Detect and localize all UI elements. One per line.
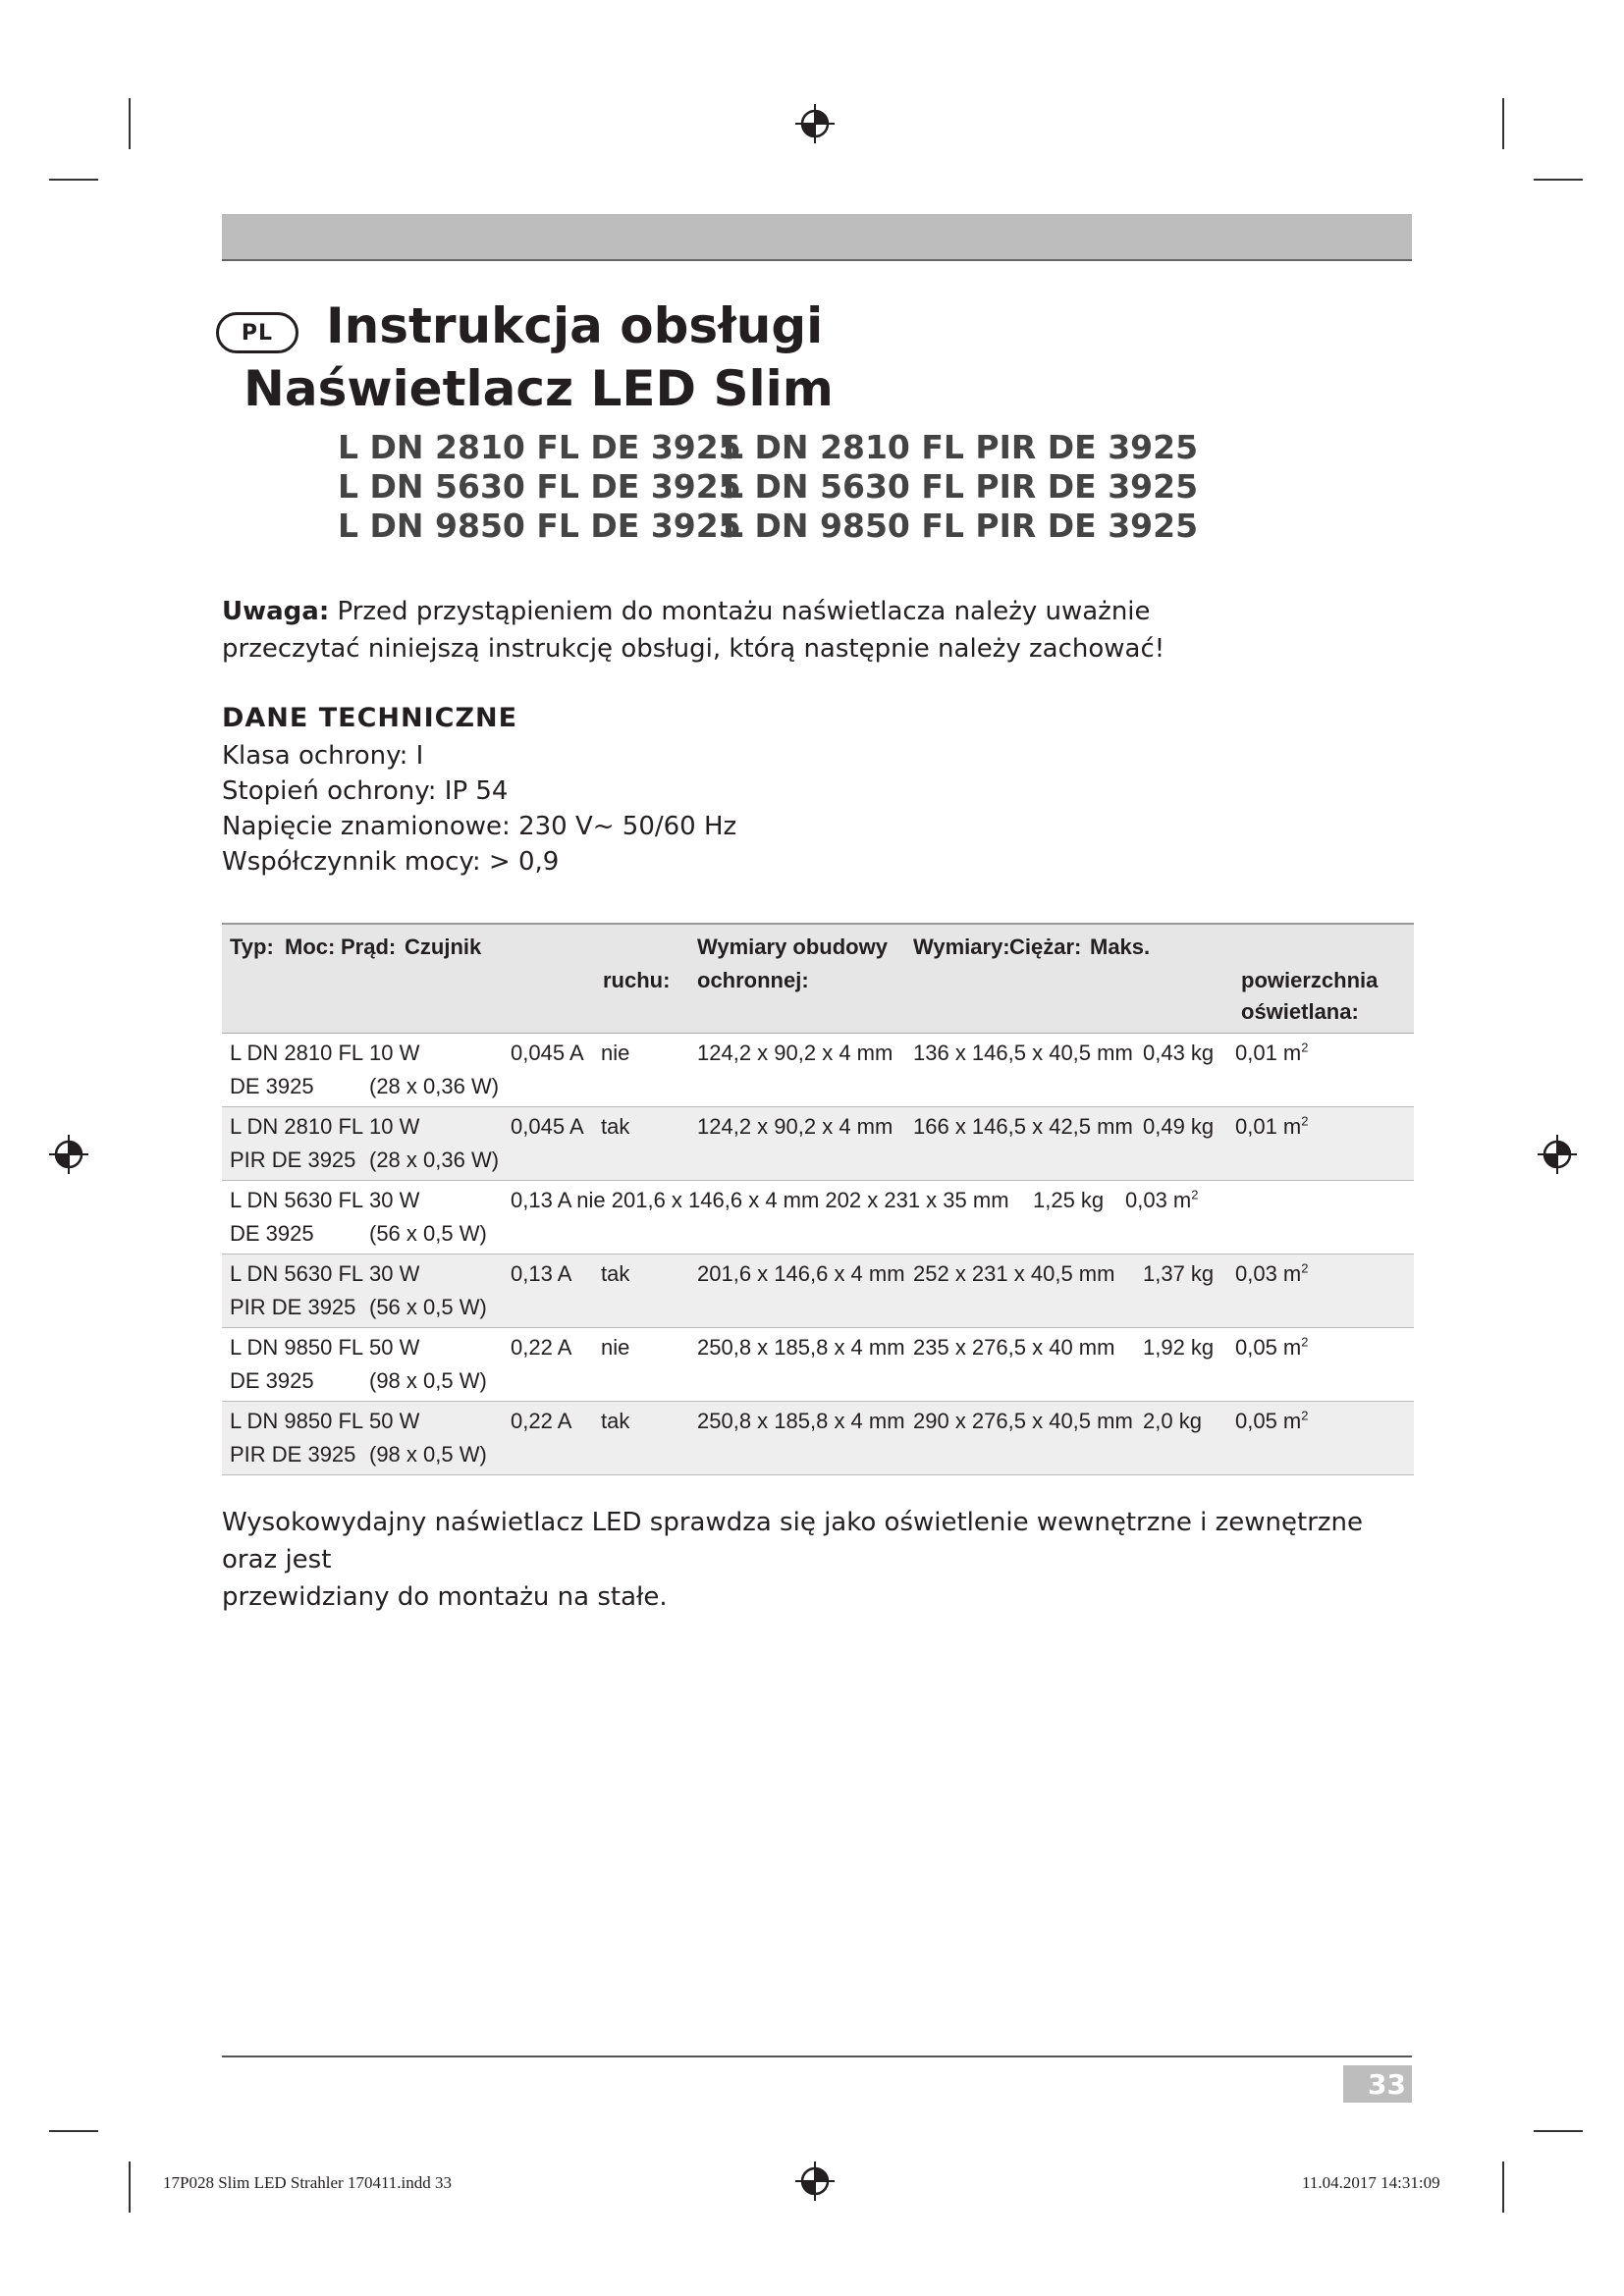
cell-current: 0,045 A bbox=[511, 1041, 584, 1065]
cell-type: L DN 5630 FL bbox=[230, 1188, 364, 1212]
crop-mark bbox=[49, 179, 98, 181]
table-header bbox=[222, 923, 1414, 1034]
cell-area: 0,05 $m^2$ bbox=[1235, 1408, 1309, 1433]
cell-sensor: nie bbox=[601, 1041, 630, 1065]
cell-power: (56 x 0,5 W) bbox=[369, 1295, 487, 1319]
page-title: Instrukcja obsługi bbox=[326, 297, 824, 354]
language-badge: PL bbox=[216, 312, 298, 353]
model-name: L DN 2810 FL DE 3925 bbox=[338, 428, 741, 466]
cell-sensor: tak bbox=[601, 1409, 630, 1433]
spec-table bbox=[222, 923, 1414, 1475]
table-row bbox=[222, 1181, 1414, 1255]
spec-line: Napięcie znamionowe: 230 V~ 50/60 Hz bbox=[222, 812, 737, 841]
cell-area: 0,01 $m^2$ bbox=[1235, 1113, 1309, 1139]
cell-power: 50 W bbox=[369, 1335, 420, 1360]
registration-mark-icon bbox=[793, 2160, 837, 2203]
cell-power: 30 W bbox=[369, 1188, 420, 1212]
cell-housing: 124,2 x 90,2 x 4 mm bbox=[697, 1041, 893, 1065]
cell-type: DE 3925 bbox=[230, 1368, 314, 1393]
model-name: L DN 9850 FL PIR DE 3925 bbox=[723, 507, 1199, 545]
footer-filename: 17P028 Slim LED Strahler 170411.indd 33 bbox=[163, 2173, 453, 2192]
crop-mark bbox=[129, 98, 131, 149]
cell-current: 0,045 A bbox=[511, 1114, 584, 1139]
cell-power: (56 x 0,5 W) bbox=[369, 1221, 487, 1246]
cell-power: (98 x 0,5 W) bbox=[369, 1442, 487, 1467]
col-header: Czujnik bbox=[405, 934, 482, 959]
cell-power: (98 x 0,5 W) bbox=[369, 1368, 487, 1393]
cell-weight: 1,92 kg bbox=[1143, 1335, 1215, 1360]
col-header: Ciężar: bbox=[1009, 934, 1082, 959]
cell-sensor: nie bbox=[601, 1335, 630, 1360]
crop-mark bbox=[129, 2162, 131, 2213]
cell-type: L DN 2810 FL bbox=[230, 1041, 364, 1065]
cell-housing: 250,8 x 185,8 x 4 mm bbox=[697, 1409, 905, 1433]
cell-housing: 250,8 x 185,8 x 4 mm bbox=[697, 1335, 905, 1360]
model-list bbox=[338, 428, 1221, 546]
crop-mark bbox=[1502, 98, 1504, 149]
model-name: L DN 5630 FL DE 3925 bbox=[338, 467, 741, 506]
cell-type: PIR DE 3925 bbox=[230, 1442, 356, 1467]
cell-power: (28 x 0,36 W) bbox=[369, 1148, 500, 1172]
col-header: Maks. bbox=[1090, 934, 1151, 959]
spec-line: Klasa ochrony: I bbox=[222, 741, 424, 771]
model-name: L DN 2810 FL PIR DE 3925 bbox=[723, 428, 1199, 466]
notice-text: przeczytać niniejszą instrukcję obsługi, którą następnie należy zachować! bbox=[222, 634, 1165, 664]
cell-weight: 2,0 kg bbox=[1143, 1409, 1202, 1433]
cell-type: L DN 2810 FL bbox=[230, 1114, 364, 1139]
registration-mark-icon bbox=[47, 1133, 90, 1176]
cell-weight: 1,37 kg bbox=[1143, 1261, 1215, 1286]
cell-weight: 1,25 kg bbox=[1033, 1188, 1105, 1212]
cell-sensor: tak bbox=[601, 1114, 630, 1139]
cell-type: PIR DE 3925 bbox=[230, 1148, 356, 1172]
cell-area: 0,05 $m^2$ bbox=[1235, 1334, 1309, 1360]
page-number: 33 bbox=[1343, 2065, 1412, 2103]
model-row bbox=[338, 428, 1221, 467]
col-header: oświetlana: bbox=[1241, 999, 1359, 1024]
model-row bbox=[338, 507, 1221, 546]
col-header: Typ: bbox=[230, 934, 274, 959]
crop-mark bbox=[49, 2130, 98, 2132]
cell-type: L DN 9850 FL bbox=[230, 1409, 364, 1433]
spec-line: Stopień ochrony: IP 54 bbox=[222, 776, 509, 806]
cell-area: 0,01 $m^2$ bbox=[1235, 1040, 1309, 1065]
cell-type: L DN 5630 FL bbox=[230, 1261, 364, 1286]
col-header: ochronnej: bbox=[697, 968, 809, 992]
table-row bbox=[222, 1255, 1414, 1328]
registration-mark-icon bbox=[793, 102, 837, 145]
cell-sensor: tak bbox=[601, 1261, 630, 1286]
cell-housing: 201,6 x 146,6 x 4 mm bbox=[697, 1261, 905, 1286]
cell-weight: 0,49 kg bbox=[1143, 1114, 1215, 1139]
col-header: Moc: bbox=[285, 934, 336, 959]
cell-type: DE 3925 bbox=[230, 1221, 314, 1246]
cell-power: 50 W bbox=[369, 1409, 420, 1433]
col-header: ruchu: bbox=[603, 968, 671, 992]
footer-timestamp: 11.04.2017 14:31:09 bbox=[1302, 2173, 1440, 2192]
col-header: Wymiary obudowy bbox=[697, 934, 888, 959]
description-text: przewidziany do montażu na stałe. bbox=[222, 1582, 668, 1612]
warning-notice bbox=[222, 593, 1204, 667]
cell-current: 0,13 A bbox=[511, 1261, 572, 1286]
cell-current: 0,22 A bbox=[511, 1409, 572, 1433]
description-text: Wysokowydajny naświetlacz LED sprawdza się jako oświetlenie wewnętrzne i zewnętrzne oraz jest bbox=[222, 1508, 1364, 1575]
cell-weight: 0,43 kg bbox=[1143, 1041, 1215, 1065]
cell-dimensions: 252 x 231 x 40,5 mm bbox=[913, 1261, 1115, 1286]
cell-power: 30 W bbox=[369, 1261, 420, 1286]
cell-current: 0,22 A bbox=[511, 1335, 572, 1360]
cell-dimensions: 290 x 276,5 x 40,5 mm bbox=[913, 1409, 1133, 1433]
crop-mark bbox=[1502, 2162, 1504, 2213]
cell-type: DE 3925 bbox=[230, 1074, 314, 1098]
col-header: powierzchnia bbox=[1241, 968, 1379, 992]
table-row bbox=[222, 1034, 1414, 1107]
table-row bbox=[222, 1328, 1414, 1402]
spec-line: Współczynnik mocy: > 0,9 bbox=[222, 847, 560, 877]
cell-power: 10 W bbox=[369, 1114, 420, 1139]
cell-area: 0,03 $m^2$ bbox=[1235, 1260, 1309, 1286]
crop-mark bbox=[1534, 179, 1583, 181]
header-bar bbox=[222, 214, 1412, 261]
notice-label: Uwaga: bbox=[222, 597, 330, 626]
registration-mark-icon bbox=[1536, 1133, 1579, 1176]
col-header: Wymiary: bbox=[913, 934, 1010, 959]
model-row bbox=[338, 467, 1221, 507]
model-name: L DN 5630 FL PIR DE 3925 bbox=[723, 467, 1199, 506]
cell-power: 10 W bbox=[369, 1041, 420, 1065]
notice-text: Przed przystąpieniem do montażu naświetlacza należy uważnie bbox=[329, 597, 1151, 626]
cell-type: PIR DE 3925 bbox=[230, 1295, 356, 1319]
cell-area: 0,03 $m^2$ bbox=[1125, 1187, 1199, 1212]
cell-merged: 0,13 A nie 201,6 x 146,6 x 4 mm 202 x 231 x 35 mm bbox=[511, 1188, 1009, 1212]
table-row bbox=[222, 1107, 1414, 1181]
section-heading: DANE TECHNICZNE bbox=[222, 703, 518, 733]
cell-housing: 124,2 x 90,2 x 4 mm bbox=[697, 1114, 893, 1139]
model-name: L DN 9850 FL DE 3925 bbox=[338, 507, 741, 545]
cell-dimensions: 136 x 146,5 x 40,5 mm bbox=[913, 1041, 1133, 1065]
cell-type: L DN 9850 FL bbox=[230, 1335, 364, 1360]
product-description bbox=[222, 1504, 1420, 1616]
cell-dimensions: 166 x 146,5 x 42,5 mm bbox=[913, 1114, 1133, 1139]
footer-rule bbox=[222, 2056, 1412, 2057]
col-header: Prąd: bbox=[341, 934, 397, 959]
cell-dimensions: 235 x 276,5 x 40 mm bbox=[913, 1335, 1115, 1360]
page-subtitle: Naświetlacz LED Slim bbox=[244, 360, 834, 417]
cell-power: (28 x 0,36 W) bbox=[369, 1074, 500, 1098]
table-row bbox=[222, 1402, 1414, 1475]
crop-mark bbox=[1534, 2130, 1583, 2132]
